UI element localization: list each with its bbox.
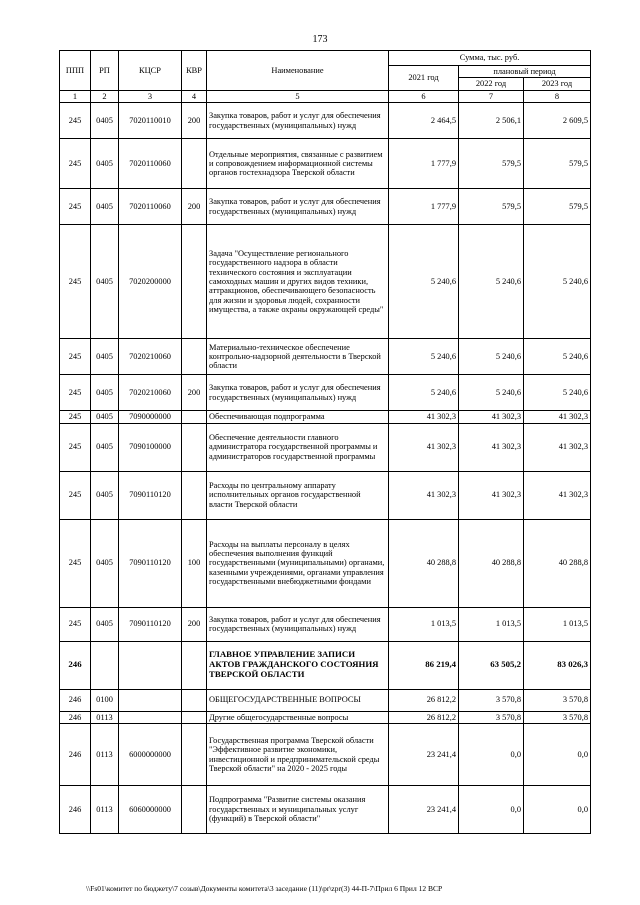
name-cell: Закупка товаров, работ и услуг для обеспечения государственных (муниципальных) нужд xyxy=(207,103,389,139)
ppp-cell: 246 xyxy=(60,786,91,834)
ppp-cell: 245 xyxy=(60,607,91,641)
name-cell: Расходы по центральному аппарату исполнительных органов государственной власти Тверской области xyxy=(207,471,389,519)
value-2021-cell: 1 777,9 xyxy=(389,189,459,225)
ppp-cell: 245 xyxy=(60,139,91,189)
ppp-cell: 245 xyxy=(60,103,91,139)
value-2022-cell: 0,0 xyxy=(459,724,524,786)
name-cell: Закупка товаров, работ и услуг для обеспечения государственных (муниципальных) нужд xyxy=(207,375,389,411)
name-cell: Обеспечение деятельности главного администратора государственной программы и администраторов государственной программы xyxy=(207,423,389,471)
name-cell: Расходы на выплаты персоналу в целях обеспечения выполнения функций государственными (муниципальными) органами, казенными учреждениями, органами управления государственными внебюджетными фондами xyxy=(207,519,389,607)
kcsr-cell: 7090100000 xyxy=(119,423,182,471)
value-2023-cell: 40 288,8 xyxy=(524,519,591,607)
ppp-cell: 245 xyxy=(60,375,91,411)
ppp-cell: 246 xyxy=(60,711,91,723)
table-row xyxy=(60,519,591,607)
value-2023-cell: 5 240,6 xyxy=(524,339,591,375)
kvr-cell xyxy=(182,724,207,786)
kcsr-cell: 7020200000 xyxy=(119,225,182,339)
kcsr-cell: 7020110060 xyxy=(119,189,182,225)
file-path-footer: \\Fs01\комитет по бюджету\7 созыв\Документы комитета\3 заседание (11)\pr\zpr(3) 44-П-7\Прил 6 Прил 12 ВСР xyxy=(86,884,443,893)
column-number: 6 xyxy=(389,90,459,102)
value-2022-cell: 579,5 xyxy=(459,139,524,189)
value-2021-cell: 40 288,8 xyxy=(389,519,459,607)
value-2023-cell: 1 013,5 xyxy=(524,607,591,641)
kvr-cell xyxy=(182,225,207,339)
kvr-cell xyxy=(182,689,207,711)
value-2022-cell: 1 013,5 xyxy=(459,607,524,641)
name-cell: Закупка товаров, работ и услуг для обеспечения государственных (муниципальных) нужд xyxy=(207,607,389,641)
value-2023-cell: 83 026,3 xyxy=(524,641,591,689)
value-2023-cell: 5 240,6 xyxy=(524,225,591,339)
kvr-cell: 200 xyxy=(182,375,207,411)
header-kvr: КВР xyxy=(182,51,207,91)
value-2023-cell: 2 609,5 xyxy=(524,103,591,139)
value-2022-cell: 579,5 xyxy=(459,189,524,225)
ppp-cell: 245 xyxy=(60,411,91,423)
rp-cell: 0405 xyxy=(91,139,119,189)
name-cell: Задача "Осуществление регионального государственного надзора в области технического состояния и эксплуатации самоходных машин и других видов техники, аттракционов, обеспечивающего безопасность для жизни и здоровья людей, сохранности имущества, а также охраны окружающей среды" xyxy=(207,225,389,339)
value-2022-cell: 2 506,1 xyxy=(459,103,524,139)
value-2022-cell: 40 288,8 xyxy=(459,519,524,607)
column-number: 3 xyxy=(119,90,182,102)
value-2022-cell: 0,0 xyxy=(459,786,524,834)
header-plan-period: плановый период xyxy=(459,66,591,78)
rp-cell: 0405 xyxy=(91,225,119,339)
kcsr-cell: 7020210060 xyxy=(119,339,182,375)
header-kcsr: КЦСР xyxy=(119,51,182,91)
header-rp: РП xyxy=(91,51,119,91)
value-2022-cell: 41 302,3 xyxy=(459,411,524,423)
kcsr-cell: 7090000000 xyxy=(119,411,182,423)
table-row xyxy=(60,689,591,711)
rp-cell xyxy=(91,641,119,689)
value-2022-cell: 41 302,3 xyxy=(459,471,524,519)
rp-cell: 0405 xyxy=(91,423,119,471)
value-2021-cell: 1 013,5 xyxy=(389,607,459,641)
rp-cell: 0405 xyxy=(91,103,119,139)
value-2023-cell: 41 302,3 xyxy=(524,471,591,519)
rp-cell: 0405 xyxy=(91,411,119,423)
kcsr-cell: 7090110120 xyxy=(119,471,182,519)
value-2021-cell: 86 219,4 xyxy=(389,641,459,689)
value-2022-cell: 3 570,8 xyxy=(459,689,524,711)
kvr-cell xyxy=(182,711,207,723)
rp-cell: 0100 xyxy=(91,689,119,711)
header-name: Наименование xyxy=(207,51,389,91)
page-number: 173 xyxy=(312,34,328,45)
kcsr-cell: 6000000000 xyxy=(119,724,182,786)
table-row xyxy=(60,786,591,834)
table-row xyxy=(60,607,591,641)
header-2021: 2021 год xyxy=(389,66,459,91)
kvr-cell: 200 xyxy=(182,103,207,139)
kvr-cell xyxy=(182,786,207,834)
table-row xyxy=(60,103,591,139)
kcsr-cell: 7090110120 xyxy=(119,519,182,607)
kcsr-cell: 7020210060 xyxy=(119,375,182,411)
ppp-cell: 246 xyxy=(60,689,91,711)
rp-cell: 0405 xyxy=(91,519,119,607)
header-ppp: ППП xyxy=(60,51,91,91)
value-2022-cell: 63 505,2 xyxy=(459,641,524,689)
value-2023-cell: 579,5 xyxy=(524,139,591,189)
kvr-cell xyxy=(182,139,207,189)
column-number: 4 xyxy=(182,90,207,102)
ppp-cell: 245 xyxy=(60,423,91,471)
value-2021-cell: 23 241,4 xyxy=(389,786,459,834)
ppp-cell: 245 xyxy=(60,519,91,607)
kcsr-cell xyxy=(119,641,182,689)
value-2023-cell: 5 240,6 xyxy=(524,375,591,411)
table-row xyxy=(60,641,591,689)
header-2023: 2023 год xyxy=(524,78,591,90)
value-2022-cell: 5 240,6 xyxy=(459,339,524,375)
value-2023-cell: 0,0 xyxy=(524,724,591,786)
value-2021-cell: 41 302,3 xyxy=(389,423,459,471)
ppp-cell: 246 xyxy=(60,724,91,786)
name-cell: Государственная программа Тверской области "Эффективное развитие экономики, инвестиционной и предпринимательской среды Тверской области" на 2020 - 2025 годы xyxy=(207,724,389,786)
kvr-cell xyxy=(182,423,207,471)
budget-table xyxy=(59,50,591,834)
value-2023-cell: 41 302,3 xyxy=(524,423,591,471)
column-number: 2 xyxy=(91,90,119,102)
kcsr-cell: 7020110010 xyxy=(119,103,182,139)
name-cell: Отдельные мероприятия, связанные с развитием и сопровождением информационной системы органов гостехнадзора Тверской области xyxy=(207,139,389,189)
rp-cell: 0405 xyxy=(91,339,119,375)
ppp-cell: 246 xyxy=(60,641,91,689)
kcsr-cell: 7090110120 xyxy=(119,607,182,641)
name-cell: ОБЩЕГОСУДАРСТВЕННЫЕ ВОПРОСЫ xyxy=(207,689,389,711)
value-2021-cell: 2 464,5 xyxy=(389,103,459,139)
table-row xyxy=(60,423,591,471)
table-row xyxy=(60,724,591,786)
table-row xyxy=(60,471,591,519)
kcsr-cell xyxy=(119,689,182,711)
value-2023-cell: 41 302,3 xyxy=(524,411,591,423)
value-2021-cell: 23 241,4 xyxy=(389,724,459,786)
name-cell: Обеспечивающая подпрограмма xyxy=(207,411,389,423)
ppp-cell: 245 xyxy=(60,225,91,339)
header-2022: 2022 год xyxy=(459,78,524,90)
table-row xyxy=(60,411,591,423)
kvr-cell: 100 xyxy=(182,519,207,607)
rp-cell: 0405 xyxy=(91,375,119,411)
kcsr-cell xyxy=(119,711,182,723)
name-cell: Закупка товаров, работ и услуг для обеспечения государственных (муниципальных) нужд xyxy=(207,189,389,225)
kcsr-cell: 6060000000 xyxy=(119,786,182,834)
table-row xyxy=(60,375,591,411)
column-number: 5 xyxy=(207,90,389,102)
rp-cell: 0405 xyxy=(91,189,119,225)
table-row xyxy=(60,225,591,339)
ppp-cell: 245 xyxy=(60,189,91,225)
table-row xyxy=(60,139,591,189)
value-2021-cell: 5 240,6 xyxy=(389,375,459,411)
value-2021-cell: 26 812,2 xyxy=(389,689,459,711)
table-row xyxy=(60,189,591,225)
table-row xyxy=(60,339,591,375)
value-2022-cell: 41 302,3 xyxy=(459,423,524,471)
value-2023-cell: 3 570,8 xyxy=(524,689,591,711)
kcsr-cell: 7020110060 xyxy=(119,139,182,189)
kvr-cell xyxy=(182,641,207,689)
kvr-cell xyxy=(182,471,207,519)
table-row xyxy=(60,711,591,723)
kvr-cell: 200 xyxy=(182,607,207,641)
column-number: 7 xyxy=(459,90,524,102)
value-2023-cell: 3 570,8 xyxy=(524,711,591,723)
name-cell: ГЛАВНОЕ УПРАВЛЕНИЕ ЗАПИСИ АКТОВ ГРАЖДАНСКОГО СОСТОЯНИЯ ТВЕРСКОЙ ОБЛАСТИ xyxy=(207,641,389,689)
rp-cell: 0405 xyxy=(91,471,119,519)
rp-cell: 0113 xyxy=(91,724,119,786)
value-2021-cell: 41 302,3 xyxy=(389,411,459,423)
value-2023-cell: 0,0 xyxy=(524,786,591,834)
name-cell: Другие общегосударственные вопросы xyxy=(207,711,389,723)
header-sum: Сумма, тыс. руб. xyxy=(389,51,591,66)
value-2021-cell: 1 777,9 xyxy=(389,139,459,189)
ppp-cell: 245 xyxy=(60,471,91,519)
rp-cell: 0113 xyxy=(91,711,119,723)
kvr-cell xyxy=(182,339,207,375)
value-2022-cell: 5 240,6 xyxy=(459,375,524,411)
kvr-cell xyxy=(182,411,207,423)
value-2022-cell: 5 240,6 xyxy=(459,225,524,339)
rp-cell: 0113 xyxy=(91,786,119,834)
value-2023-cell: 579,5 xyxy=(524,189,591,225)
kvr-cell: 200 xyxy=(182,189,207,225)
value-2022-cell: 3 570,8 xyxy=(459,711,524,723)
name-cell: Материально-техническое обеспечение контрольно-надзорной деятельности в Тверской области xyxy=(207,339,389,375)
value-2021-cell: 5 240,6 xyxy=(389,339,459,375)
value-2021-cell: 26 812,2 xyxy=(389,711,459,723)
column-number: 1 xyxy=(60,90,91,102)
column-number: 8 xyxy=(524,90,591,102)
value-2021-cell: 41 302,3 xyxy=(389,471,459,519)
name-cell: Подпрограмма "Развитие системы оказания государственных и муниципальных услуг (функций) в Тверской области" xyxy=(207,786,389,834)
rp-cell: 0405 xyxy=(91,607,119,641)
value-2021-cell: 5 240,6 xyxy=(389,225,459,339)
ppp-cell: 245 xyxy=(60,339,91,375)
